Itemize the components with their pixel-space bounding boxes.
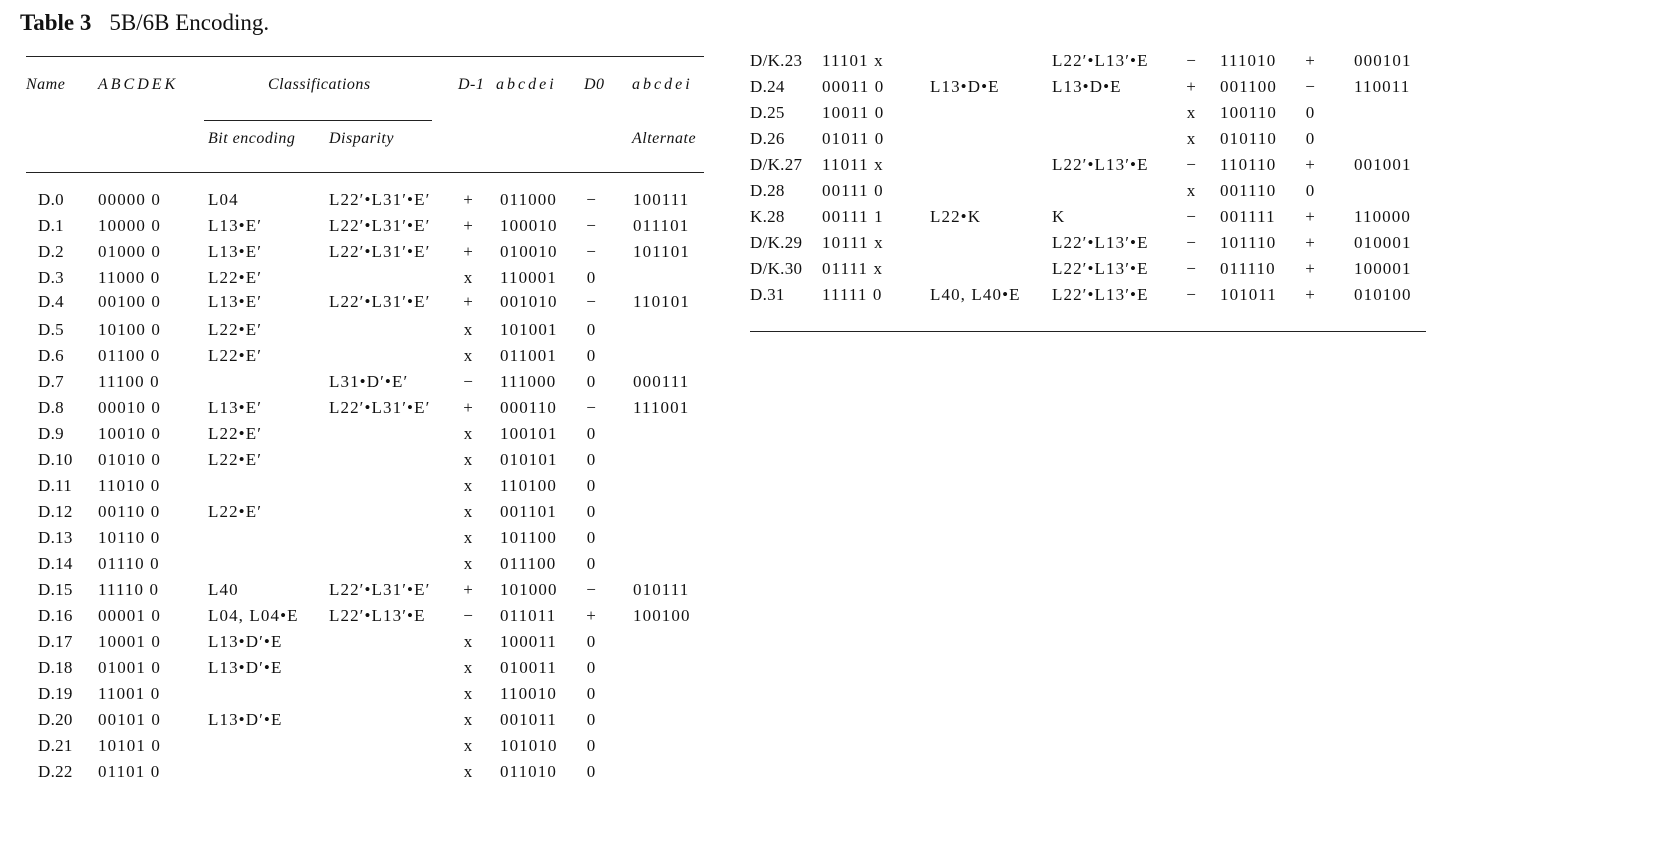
table-cell-code: 00110 0 (98, 502, 161, 521)
table-cell-abcdei: 110010 (500, 684, 557, 703)
table-cell-dm1: x (463, 268, 473, 287)
table-cell-d0: + (1305, 207, 1315, 226)
table-cell-bit: L22•E′ (208, 320, 263, 339)
table-cell-abcdei: 111010 (1220, 51, 1277, 70)
table-cell-dm1: x (463, 450, 473, 469)
table-cell-d0: 0 (586, 372, 596, 391)
table-cell-d0: − (586, 190, 596, 209)
table-cell-abcdei: 110100 (500, 476, 557, 495)
table-cell-d0: − (586, 216, 596, 235)
table-cell-dm1: x (463, 554, 473, 573)
table-cell-d0: 0 (586, 476, 596, 495)
table-cell-dm1: x (463, 476, 473, 495)
table-cell-abcdei: 101011 (1220, 285, 1277, 304)
table-cell-disp: L22′•L13′•E (1052, 233, 1149, 252)
table-cell-name: D.14 (38, 554, 73, 573)
table-cell-name: D.22 (38, 762, 73, 781)
table-cell-dm1: − (1186, 259, 1196, 278)
table-cell-name: D.17 (38, 632, 73, 651)
table-cell-bit: L13•E′ (208, 242, 263, 261)
header-abcdei-alternate: abcdei (632, 76, 693, 93)
table-cell-d0: + (1305, 155, 1315, 174)
table-cell-name: D.21 (38, 736, 73, 755)
table-cell-dm1: + (463, 216, 473, 235)
table-cell-d0: − (586, 580, 596, 599)
table-cell-abcdei: 100011 (500, 632, 557, 651)
table-cell-d0: 0 (586, 554, 596, 573)
table-cell-code: 11100 0 (98, 372, 160, 391)
table-cell-dm1: + (463, 242, 473, 261)
table-cell-bit: L13•E′ (208, 216, 263, 235)
table-caption-title: 5B/6B Encoding. (109, 10, 270, 35)
table-cell-dm1: x (463, 710, 473, 729)
table-cell-abcdei: 110110 (1220, 155, 1277, 174)
table-cell-name: D/K.23 (750, 51, 803, 70)
table-cell-alt: 110011 (1354, 77, 1411, 96)
table-cell-abcdei: 001010 (500, 292, 558, 311)
table-cell-abcdei: 101010 (500, 736, 558, 755)
table-cell-code: 10110 0 (98, 528, 161, 547)
table-cell-name: D.25 (750, 103, 785, 122)
header-abcdek: ABCDEK (98, 76, 179, 93)
table-cell-d0: 0 (586, 268, 596, 287)
table-cell-dm1: + (463, 398, 473, 417)
table-cell-disp: L13•D•E (1052, 77, 1122, 96)
table-cell-bit: L04, L04•E (208, 606, 299, 625)
table-cell-alt: 000101 (1354, 51, 1412, 70)
table-cell-bit: L13•E′ (208, 292, 263, 311)
table-cell-alt: 010111 (633, 580, 690, 599)
table-cell-abcdei: 011001 (500, 346, 557, 365)
table-cell-abcdei: 010101 (500, 450, 558, 469)
table-cell-dm1: x (463, 684, 473, 703)
table-cell-d0: 0 (586, 658, 596, 677)
table-cell-abcdei: 101001 (500, 320, 558, 339)
table-cell-abcdei: 101110 (1220, 233, 1277, 252)
table-cell-code: 10010 0 (98, 424, 161, 443)
table-cell-code: 00000 0 (98, 190, 161, 209)
table-cell-code: 10111 x (822, 233, 884, 252)
table-cell-code: 01011 0 (822, 129, 885, 148)
table-cell-d0: + (1305, 233, 1315, 252)
table-cell-bit: L13•D•E (930, 77, 1000, 96)
table-cell-d0: − (586, 292, 596, 311)
table-cell-bit: L04 (208, 190, 239, 209)
table-cell-bit: L13•D′•E (208, 658, 283, 677)
header-abcdei: abcdei (496, 76, 557, 93)
table-cell-name: D.6 (38, 346, 64, 365)
table-cell-disp: K (1052, 207, 1066, 226)
table-cell-name: D.24 (750, 77, 785, 96)
table-cell-code: 00011 0 (822, 77, 885, 96)
table-cell-name: D.4 (38, 292, 64, 311)
table-cell-alt: 100001 (1354, 259, 1412, 278)
table-cell-d0: 0 (586, 502, 596, 521)
table-cell-d0: 0 (586, 346, 596, 365)
table-cell-code: 01001 0 (98, 658, 161, 677)
table-cell-d0: + (1305, 51, 1315, 70)
table-cell-name: D/K.27 (750, 155, 803, 174)
table-cell-code: 00100 0 (98, 292, 161, 311)
table-cell-dm1: x (463, 346, 473, 365)
table-cell-abcdei: 001110 (1220, 181, 1277, 200)
table-cell-bit: L13•E′ (208, 398, 263, 417)
table-cell-dm1: + (463, 190, 473, 209)
table-cell-code: 11011 x (822, 155, 884, 174)
table-cell-dm1: − (1186, 207, 1196, 226)
header-d-minus-1: D-1 (458, 76, 485, 93)
table-cell-code: 00001 0 (98, 606, 161, 625)
table-cell-dm1: − (1186, 155, 1196, 174)
table-cell-d0: − (586, 242, 596, 261)
table-cell-disp: L22′•L13′•E (1052, 259, 1149, 278)
table-cell-name: D.12 (38, 502, 73, 521)
table-cell-name: D/K.30 (750, 259, 803, 278)
table-cell-disp: L22′•L31′•E′ (329, 242, 431, 261)
table-cell-abcdei: 011000 (500, 190, 557, 209)
table-cell-abcdei: 011100 (500, 554, 557, 573)
header-classifications: Classifications (268, 76, 371, 93)
table-cell-alt: 100100 (633, 606, 691, 625)
table-cell-dm1: − (1186, 233, 1196, 252)
table-cell-abcdei: 010011 (500, 658, 557, 677)
table-cell-abcdei: 001101 (500, 502, 557, 521)
table-cell-d0: 0 (586, 632, 596, 651)
table-cell-code: 11111 0 (822, 285, 883, 304)
table-cell-abcdei: 101000 (500, 580, 558, 599)
table-cell-abcdei: 011010 (500, 762, 557, 781)
table-cell-dm1: x (463, 632, 473, 651)
table-cell-name: D.18 (38, 658, 73, 677)
table-cell-alt: 000111 (633, 372, 690, 391)
table-cell-d0: 0 (586, 450, 596, 469)
table-caption-label: Table 3 (20, 10, 92, 35)
table-cell-code: 01110 0 (98, 554, 160, 573)
table-cell-dm1: − (1186, 51, 1196, 70)
table-cell-disp: L22′•L13′•E (1052, 155, 1149, 174)
table-cell-code: 11110 0 (98, 580, 160, 599)
table-cell-abcdei: 001111 (1220, 207, 1276, 226)
table-cell-name: D.8 (38, 398, 64, 417)
table-cell-alt: 110101 (633, 292, 690, 311)
table-cell-code: 11010 0 (98, 476, 161, 495)
table-cell-code: 10100 0 (98, 320, 161, 339)
table-cell-dm1: + (463, 292, 473, 311)
header-d0: D0 (584, 76, 605, 93)
table-cell-disp: L22′•L31′•E′ (329, 190, 431, 209)
table-cell-code: 01100 0 (98, 346, 161, 365)
table-cell-name: D.20 (38, 710, 73, 729)
table-cell-dm1: x (463, 762, 473, 781)
table-cell-d0: 0 (586, 684, 596, 703)
table-cell-name: D.11 (38, 476, 73, 495)
table-cell-alt: 010001 (1354, 233, 1412, 252)
table-cell-code: 11101 x (822, 51, 884, 70)
table-cell-code: 10011 0 (822, 103, 885, 122)
table-cell-name: D.5 (38, 320, 64, 339)
table-cell-alt: 001001 (1354, 155, 1412, 174)
table-cell-disp: L22′•L13′•E (1052, 285, 1149, 304)
table-cell-dm1: x (463, 502, 473, 521)
table-cell-name: D.19 (38, 684, 73, 703)
table-cell-bit: L22•E′ (208, 346, 263, 365)
table-cell-abcdei: 100110 (1220, 103, 1277, 122)
table-cell-code: 10001 0 (98, 632, 161, 651)
table-cell-abcdei: 010110 (1220, 129, 1277, 148)
table-cell-code: 10000 0 (98, 216, 161, 235)
table-cell-name: D.13 (38, 528, 73, 547)
table-cell-name: D.10 (38, 450, 73, 469)
table-cell-bit: L22•E′ (208, 450, 263, 469)
table-cell-abcdei: 101100 (500, 528, 557, 547)
table-cell-d0: − (586, 398, 596, 417)
table-cell-d0: 0 (1305, 181, 1315, 200)
table-cell-abcdei: 100101 (500, 424, 558, 443)
header-alternate: Alternate (632, 130, 697, 147)
table-cell-name: D.31 (750, 285, 785, 304)
table-cell-code: 00010 0 (98, 398, 161, 417)
table-cell-d0: 0 (586, 736, 596, 755)
table-cell-dm1: + (463, 580, 473, 599)
table-cell-code: 11000 0 (98, 268, 161, 287)
table-cell-name: D.16 (38, 606, 73, 625)
table-cell-disp: L22′•L31′•E′ (329, 398, 431, 417)
table-cell-alt: 011101 (633, 216, 690, 235)
table-cell-dm1: x (463, 736, 473, 755)
table-cell-disp: L31•D′•E′ (329, 372, 409, 391)
table-cell-alt: 100111 (633, 190, 690, 209)
table-cell-disp: L22′•L31′•E′ (329, 580, 431, 599)
table-cell-bit: L22•E′ (208, 424, 263, 443)
table-cell-disp: L22′•L13′•E (329, 606, 426, 625)
table-cell-d0: 0 (586, 710, 596, 729)
table-end-rule (750, 331, 1426, 332)
table-cell-bit: L22•K (930, 207, 982, 226)
table-cell-name: D.2 (38, 242, 64, 261)
table-cell-dm1: − (463, 372, 473, 391)
table-cell-dm1: x (1186, 103, 1196, 122)
table-cell-dm1: − (463, 606, 473, 625)
header-name: Name (26, 76, 66, 93)
table-cell-bit: L40 (208, 580, 239, 599)
table-cell-alt: 111001 (633, 398, 690, 417)
table-cell-alt: 010100 (1354, 285, 1412, 304)
table-cell-dm1: + (1186, 77, 1196, 96)
table-cell-d0: 0 (586, 424, 596, 443)
table-cell-d0: 0 (586, 320, 596, 339)
table-cell-code: 01111 x (822, 259, 884, 278)
table-cell-dm1: x (463, 658, 473, 677)
table-cell-name: D.28 (750, 181, 785, 200)
table-cell-bit: L22•E′ (208, 268, 263, 287)
table-cell-dm1: − (1186, 285, 1196, 304)
table-cell-name: D.15 (38, 580, 73, 599)
header-bit-encoding: Bit encoding (208, 130, 296, 147)
table-cell-name: D.26 (750, 129, 785, 148)
table-cell-code: 01010 0 (98, 450, 161, 469)
header-disparity: Disparity (329, 130, 394, 147)
table-cell-d0: − (1305, 77, 1315, 96)
table-cell-abcdei: 100010 (500, 216, 558, 235)
table-cell-disp: L22′•L31′•E′ (329, 292, 431, 311)
table-cell-dm1: x (463, 528, 473, 547)
table-cell-code: 11001 0 (98, 684, 161, 703)
table-cell-abcdei: 001011 (500, 710, 557, 729)
table-cell-alt: 101101 (633, 242, 690, 261)
table-cell-abcdei: 110001 (500, 268, 557, 287)
table-cell-name: K.28 (750, 207, 785, 226)
table-cell-name: D.0 (38, 190, 64, 209)
table-cell-disp: L22′•L31′•E′ (329, 216, 431, 235)
table-cell-bit: L13•D′•E (208, 710, 283, 729)
table-cell-code: 01000 0 (98, 242, 161, 261)
table-cell-code: 00111 1 (822, 207, 884, 226)
table-cell-code: 10101 0 (98, 736, 161, 755)
table-cell-abcdei: 111000 (500, 372, 557, 391)
table-cell-abcdei: 011011 (500, 606, 557, 625)
table-cell-abcdei: 010010 (500, 242, 558, 261)
table-cell-abcdei: 011110 (1220, 259, 1276, 278)
table-cell-bit: L40, L40•E (930, 285, 1021, 304)
table-cell-code: 01101 0 (98, 762, 161, 781)
table-cell-d0: 0 (586, 762, 596, 781)
table-cell-dm1: x (463, 424, 473, 443)
table-cell-dm1: x (463, 320, 473, 339)
table-cell-alt: 110000 (1354, 207, 1411, 226)
table-cell-d0: + (586, 606, 596, 625)
table-cell-name: D.3 (38, 268, 64, 287)
table-cell-code: 00111 0 (822, 181, 884, 200)
table-cell-dm1: x (1186, 129, 1196, 148)
table-cell-name: D/K.29 (750, 233, 803, 252)
table-cell-dm1: x (1186, 181, 1196, 200)
table-cell-d0: 0 (1305, 129, 1315, 148)
table-cell-name: D.1 (38, 216, 64, 235)
table-cell-code: 00101 0 (98, 710, 161, 729)
table-cell-d0: + (1305, 259, 1315, 278)
table-cell-d0: 0 (586, 528, 596, 547)
table-cell-name: D.9 (38, 424, 64, 443)
table-cell-name: D.7 (38, 372, 64, 391)
table-cell-bit: L13•D′•E (208, 632, 283, 651)
table-cell-abcdei: 000110 (500, 398, 557, 417)
table-cell-d0: 0 (1305, 103, 1315, 122)
table-cell-bit: L22•E′ (208, 502, 263, 521)
table-cell-abcdei: 001100 (1220, 77, 1277, 96)
table-cell-disp: L22′•L13′•E (1052, 51, 1149, 70)
table-cell-d0: + (1305, 285, 1315, 304)
